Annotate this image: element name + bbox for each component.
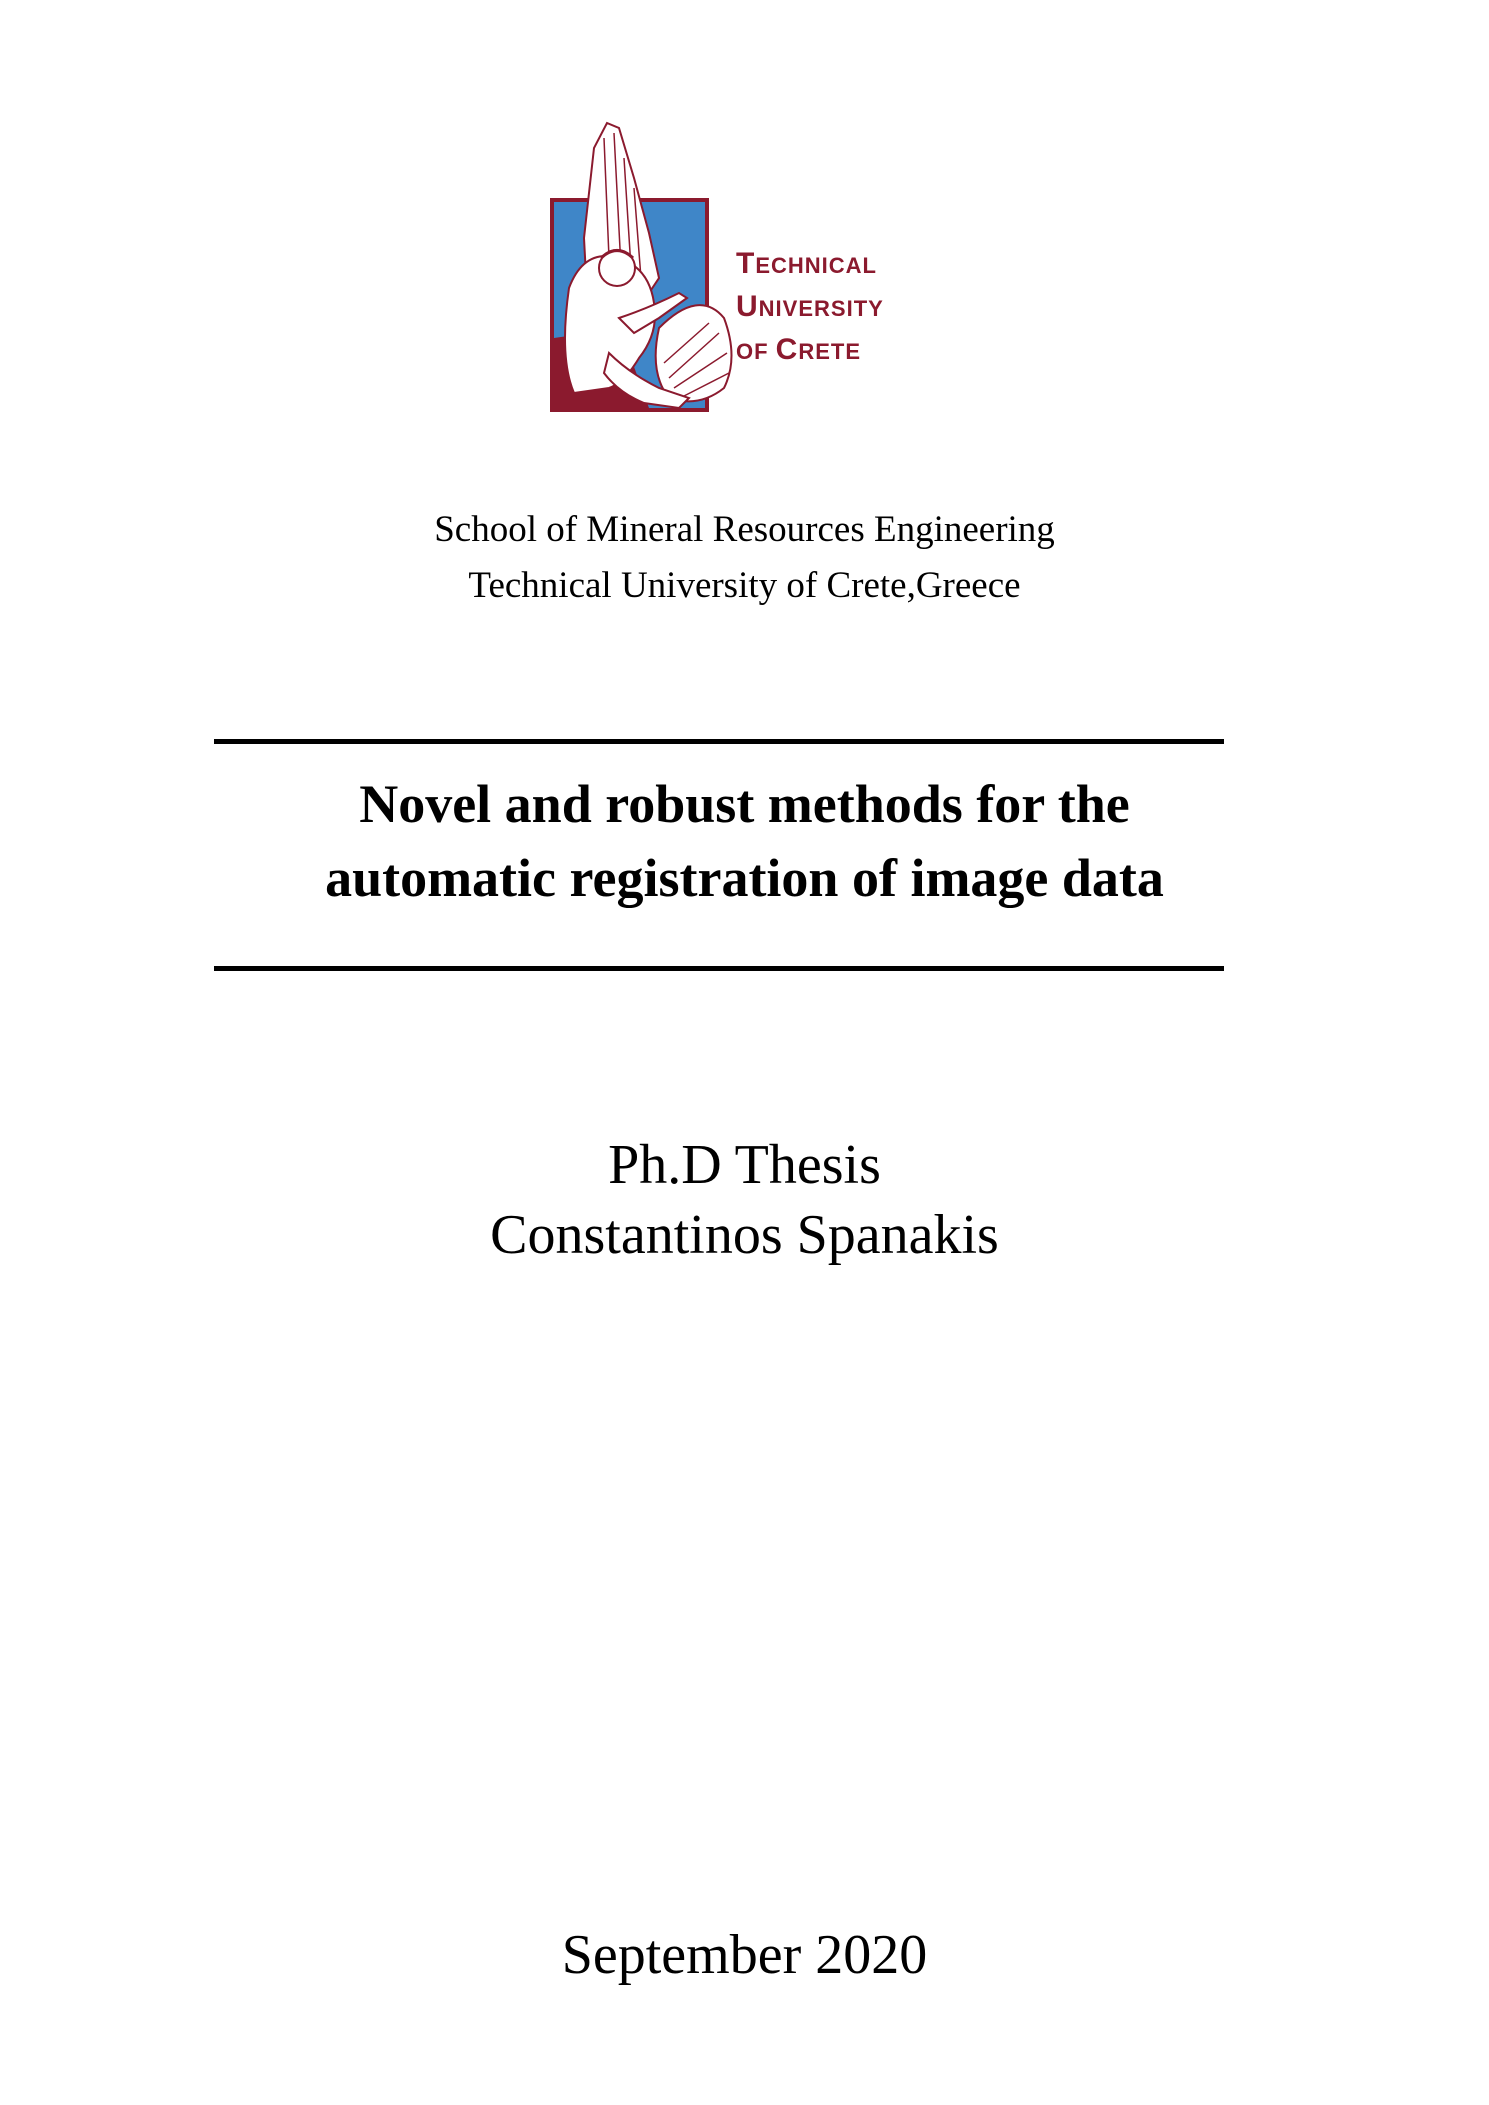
- logo-line-2: [736, 288, 884, 331]
- logo-line-1-rest: ECHNICAL: [755, 253, 877, 278]
- logo-line-1: [736, 245, 884, 288]
- logo-line-3: [736, 331, 884, 374]
- logo-line-2-initial: U: [736, 290, 759, 323]
- thesis-info: [0, 1130, 1489, 1270]
- school-name: School of Mineral Resources Engineering: [434, 509, 1055, 550]
- title-line-2: automatic registration of image data: [325, 848, 1164, 908]
- logo-wordmark: [736, 245, 884, 374]
- publication-date: September 2020: [561, 1924, 928, 1986]
- title-rule-bottom: [214, 966, 1224, 971]
- title-rule-top: [214, 739, 1224, 744]
- institution-block: [0, 502, 1489, 614]
- thesis-type: Ph.D Thesis: [608, 1134, 881, 1196]
- logo-line-3-rest: RETE: [798, 339, 862, 364]
- logo-line-1-initial: T: [736, 247, 756, 280]
- logo-line-2-rest: NIVERSITY: [758, 296, 884, 321]
- thesis-title: [0, 767, 1489, 915]
- title-line-1: Novel and robust methods for the: [359, 774, 1130, 834]
- university-name: Technical University of Crete,Greece: [468, 565, 1021, 606]
- logo-line-3-initial: C: [775, 333, 799, 366]
- author-name: Constantinos Spanakis: [490, 1204, 999, 1266]
- logo-line-3-start: OF: [736, 339, 776, 364]
